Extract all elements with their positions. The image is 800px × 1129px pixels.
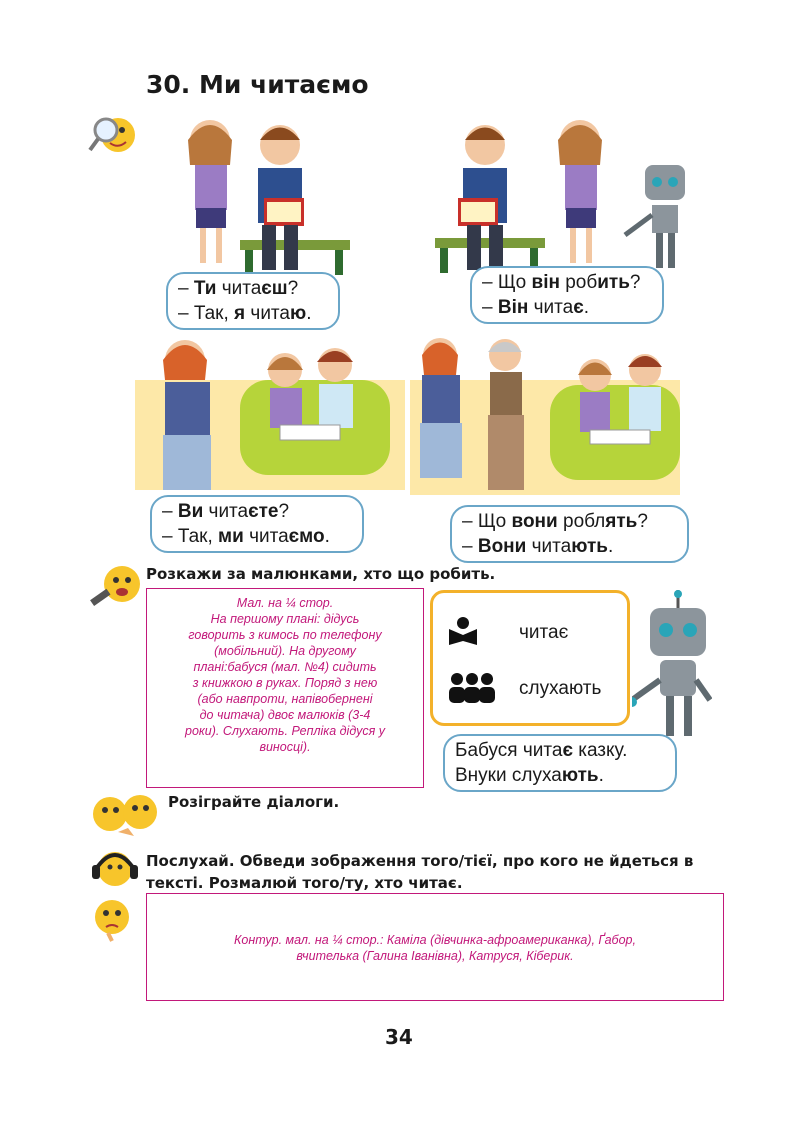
text-segment: Вони bbox=[477, 536, 527, 557]
speech-bubble-3 bbox=[150, 495, 364, 553]
text-segment: – Так, bbox=[162, 526, 219, 547]
text-segment: вони bbox=[511, 511, 558, 532]
legend-row-listen bbox=[447, 671, 601, 707]
legend-read-label: читає bbox=[519, 622, 569, 643]
bubble-line bbox=[482, 270, 652, 295]
note-line: виносці). bbox=[259, 740, 311, 754]
text-segment: – Так, bbox=[178, 303, 235, 324]
note-line: говорить з кимось по телефону bbox=[188, 628, 382, 642]
text-segment: ить bbox=[597, 272, 630, 293]
bubble-line bbox=[162, 499, 352, 524]
text-segment: є bbox=[573, 297, 584, 318]
two-faces-emoji-icon bbox=[90, 792, 165, 846]
text-segment: ють bbox=[561, 765, 599, 786]
headphones-emoji-icon bbox=[90, 845, 140, 895]
legend-listen-label: слухають bbox=[519, 678, 602, 699]
text-segment: . bbox=[306, 303, 312, 324]
text-segment: Ви bbox=[177, 501, 204, 522]
text-segment: ємо bbox=[288, 526, 325, 547]
bubble-line bbox=[462, 509, 677, 534]
note-line: Мал. на ¼ стор. bbox=[236, 596, 334, 610]
text-segment: – bbox=[482, 297, 498, 318]
bubble-line bbox=[455, 738, 665, 763]
text-segment: ми bbox=[218, 526, 244, 547]
bubble-line bbox=[462, 534, 677, 559]
text-segment: є bbox=[562, 740, 573, 761]
group-people-icon bbox=[447, 671, 497, 707]
illustration-placeholder-note bbox=[146, 588, 424, 788]
speech-bubble-4 bbox=[450, 505, 689, 563]
note-line: (мобільний). На другому bbox=[214, 644, 356, 658]
page-title: 30. Ми читаємо bbox=[146, 70, 369, 99]
legend-box bbox=[430, 590, 630, 726]
text-segment: чита bbox=[528, 297, 574, 318]
bubble-line bbox=[178, 301, 328, 326]
instruction-listen: Послухай. Обведи зображення того/тієї, про кого не йдеться в тексті. Розмалюй того/ту, хто читає. bbox=[146, 852, 694, 892]
instruction-tell: Розкажи за малюнками, хто що робить. bbox=[146, 565, 496, 583]
text-segment: ? bbox=[278, 501, 290, 522]
text-segment: – Що bbox=[482, 272, 532, 293]
speech-bubble-5 bbox=[443, 734, 677, 792]
note-line: (або навпроти, напівобернені bbox=[197, 692, 373, 706]
text-segment: чита bbox=[245, 303, 290, 324]
text-segment: чита bbox=[526, 536, 572, 557]
note-line: до читача) двоє малюків (3-4 bbox=[199, 708, 371, 722]
speech-bubble-2 bbox=[470, 266, 664, 324]
illustration-mother-grandma-kids bbox=[410, 330, 680, 499]
outline-drawing-note bbox=[146, 893, 724, 1001]
thinking-emoji-icon bbox=[90, 895, 136, 949]
bubble-line bbox=[455, 763, 665, 788]
bubble-line bbox=[162, 524, 352, 549]
bubble-line bbox=[178, 276, 328, 301]
text-segment: робл bbox=[557, 511, 606, 532]
legend-row-read bbox=[447, 615, 568, 651]
reading-person-icon bbox=[447, 615, 479, 651]
text-segment: ять bbox=[605, 511, 638, 532]
text-segment: ? bbox=[287, 278, 299, 299]
text-segment: ю bbox=[290, 303, 307, 324]
text-segment: . bbox=[583, 297, 589, 318]
text-segment: . bbox=[598, 765, 604, 786]
note-lines bbox=[147, 595, 423, 755]
note-line: Контур. мал. на ¼ стор.: Каміла (дівчинка-афроамериканка), Ґабор, bbox=[234, 933, 636, 947]
speech-bubble-1 bbox=[166, 272, 340, 330]
note-line: вчителька (Галина Іванівна), Катруся, Кіберик. bbox=[296, 949, 574, 963]
text-segment: чита bbox=[216, 278, 262, 299]
text-segment: ють bbox=[571, 536, 608, 557]
text-segment: він bbox=[531, 272, 560, 293]
microphone-emoji-icon bbox=[88, 560, 146, 619]
text-segment: єте bbox=[248, 501, 279, 522]
text-segment: казку. bbox=[572, 740, 628, 761]
text-segment: Він bbox=[497, 297, 529, 318]
illustration-teacher-kids-couch bbox=[135, 330, 405, 494]
text-segment: – bbox=[178, 278, 194, 299]
text-segment: ? bbox=[637, 511, 648, 532]
text-segment: Внуки слуха bbox=[455, 765, 562, 786]
text-segment: ? bbox=[629, 272, 641, 293]
text-segment: . bbox=[324, 526, 330, 547]
note-lines bbox=[147, 932, 723, 964]
instruction-act: Розіграйте діалоги. bbox=[168, 793, 340, 811]
text-segment: – bbox=[162, 501, 178, 522]
text-segment: я bbox=[234, 303, 246, 324]
text-segment: Ти bbox=[193, 278, 217, 299]
page-number: 34 bbox=[385, 1025, 413, 1049]
text-segment: Бабуся чита bbox=[455, 740, 563, 761]
illustration-boy-girl-robot bbox=[430, 110, 690, 284]
text-segment: – bbox=[462, 536, 478, 557]
illustration-girl-boy-reading bbox=[160, 110, 360, 284]
text-segment: єш bbox=[261, 278, 288, 299]
note-line: плані:бабуся (мал. №4) сидить bbox=[193, 660, 377, 674]
magnifier-emoji-icon bbox=[88, 112, 140, 162]
bubble-line bbox=[482, 295, 652, 320]
text-segment: чита bbox=[243, 526, 289, 547]
text-segment: – Що bbox=[462, 511, 512, 532]
text-segment: . bbox=[607, 536, 614, 557]
note-line: роки). Слухають. Репліка дідуся у bbox=[185, 724, 385, 738]
note-line: з книжкою в руках. Поряд з нею bbox=[192, 676, 378, 690]
text-segment: роб bbox=[559, 272, 598, 293]
text-segment: чита bbox=[203, 501, 249, 522]
note-line: На першому плані: дідусь bbox=[210, 612, 360, 626]
